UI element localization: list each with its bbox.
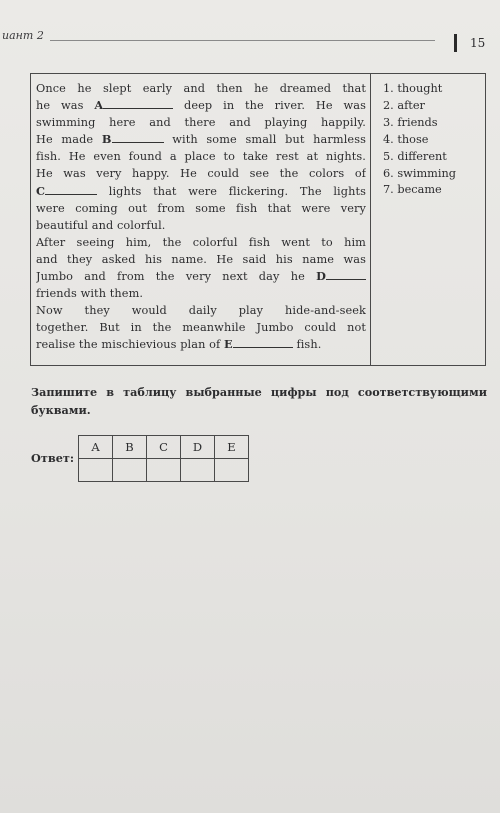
answer-table (78, 435, 249, 482)
word-option: 5. different (383, 149, 447, 163)
story-line: and they asked his name. He said his name was (36, 252, 366, 266)
story-line: realise the mischievious plan of E fish. (36, 337, 322, 352)
story-line: He was very happy. He could see the colors of (36, 167, 366, 181)
gap-letter: A (94, 98, 104, 113)
task-table (30, 73, 486, 366)
story-line: together. But in the meanwhile Jumbo could not (36, 321, 366, 335)
gap-letter: D (316, 269, 326, 284)
story-line: he was A deep in the river. He was (36, 98, 366, 113)
story-line: Once he slept early and then he dreamed that (36, 82, 366, 95)
story-line: friends with them. (36, 287, 144, 301)
answer-input-cell[interactable] (215, 459, 249, 482)
story-line: After seeing him, the colorful fish went to him (36, 235, 366, 249)
page-marker (454, 34, 457, 52)
answer-input-cell[interactable] (147, 459, 181, 482)
story-line: He made B with some small but harmless (36, 132, 366, 147)
word-option: 1. thought (383, 82, 443, 95)
story-line: were coming out from some fish that were very (36, 201, 366, 215)
answer-letter-cell: E (215, 436, 249, 459)
story-line: beautiful and colorful. (36, 218, 166, 232)
gap-blank (45, 183, 97, 195)
answer-input-cell[interactable] (181, 459, 215, 482)
answer-letter-cell: D (181, 436, 215, 459)
answer-input-cell[interactable] (113, 459, 147, 482)
word-option: 7. became (383, 183, 442, 197)
gap-letter: B (101, 132, 112, 147)
word-option: 4. those (383, 132, 429, 146)
page-number: 15 (470, 36, 486, 50)
variant-label: иант 2 (2, 29, 44, 42)
word-option: 2. after (383, 98, 425, 112)
instruction-text: Запишите в таблицу выбранные цифры под соответствующими буквами. (31, 385, 487, 417)
story-line: C lights that were flickering. The lights (36, 183, 366, 198)
story-line: Now they would daily play hide-and-seek (36, 304, 366, 318)
word-option: 6. swimming (383, 166, 456, 180)
story-line: fish. He even found a place to take rest at nights. (36, 150, 366, 164)
gap-blank (103, 97, 173, 109)
story-line: swimming here and there and playing happily. (36, 116, 366, 130)
gap-blank (326, 268, 366, 280)
answer-letter-cell: B (113, 436, 147, 459)
header-rule (50, 40, 435, 41)
story-line: Jumbo and from the very next day he D (36, 268, 366, 285)
story-text (31, 74, 371, 365)
answer-letter-cell: C (147, 436, 181, 459)
gap-blank (112, 131, 164, 143)
gap-blank (233, 336, 293, 348)
page-header (0, 26, 500, 56)
answer-label: Ответ: (31, 451, 75, 465)
answer-input-cell[interactable] (79, 459, 113, 482)
answer-letter-cell: A (79, 436, 113, 459)
word-options (383, 81, 456, 199)
gap-letter: C (36, 183, 46, 198)
word-option: 3. friends (383, 115, 438, 129)
gap-letter: E (224, 337, 233, 352)
